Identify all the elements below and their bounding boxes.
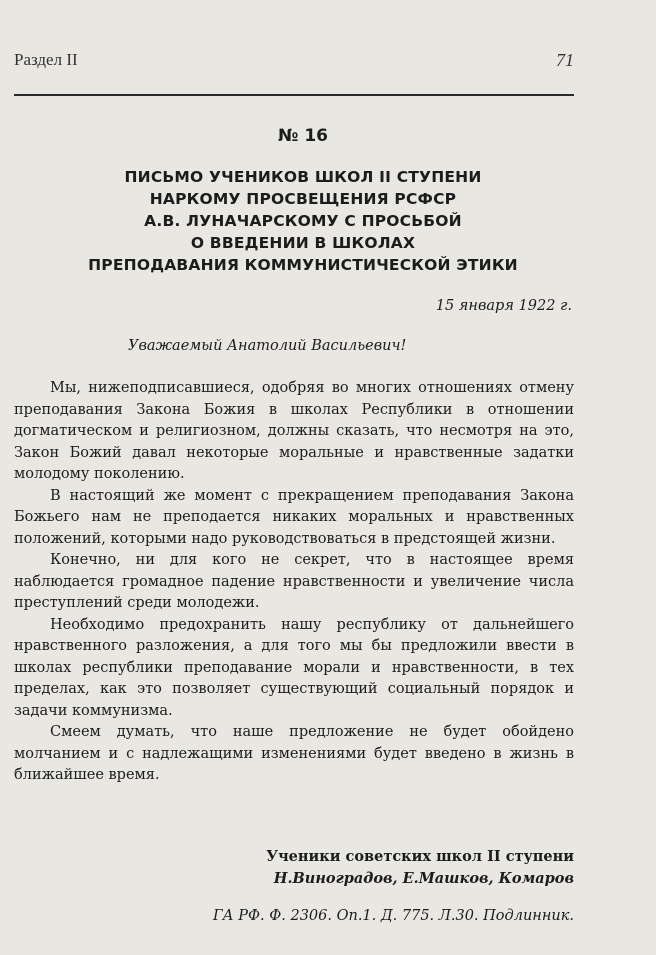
letter-body — [14, 378, 574, 787]
title-line: НАРКОМУ ПРОСВЕЩЕНИЯ РСФСР — [149, 190, 457, 208]
paragraph: Конечно, ни для кого не секрет, что в настоящее время наблюдается громадное падение нравственности и увеличение числа преступлений среди молодежи. — [14, 552, 574, 611]
paragraph: Необходимо предохранить нашу республику от дальнейшего нравственного разложения, а для того мы бы предложили ввести в школах республики преподавание морали и нравственности, в тех пределах, как это позволяет существующий социальный порядок и задачи коммунизма. — [14, 616, 574, 719]
salutation: Уважаемый Анатолий Васильевич! — [128, 338, 407, 354]
signature-organization: Ученики советских школ II ступени — [266, 848, 574, 865]
signature-names: Н.Виноградов, Е.Машков, Комаров — [273, 870, 574, 887]
document-number: № 16 — [277, 126, 329, 146]
page-number: 71 — [556, 50, 574, 70]
title-line: О ВВЕДЕНИИ В ШКОЛАХ — [190, 234, 416, 252]
title-line: А.В. ЛУНАЧАРСКОМУ С ПРОСЬБОЙ — [144, 212, 462, 230]
header-rule — [14, 94, 574, 96]
document-date: 15 января 1922 г. — [435, 298, 572, 314]
archive-reference: ГА РФ. Ф. 2306. Оп.1. Д. 775. Л.30. Подлинник. — [213, 908, 574, 924]
running-head — [14, 50, 574, 76]
paragraph: Мы, нижеподписавшиеся, одобряя во многих отношениях отмену преподавания Закона Божия в школах Республики в отношении догматическом и религиозном, должны сказать, что несмотря на это, Закон Божий давал некоторые моральные и нравственные задатки молодому поколению. — [14, 380, 574, 482]
paragraph: В настоящий же момент с прекращением преподавания Закона Божьего нам не преподается никаких моральных и нравственных положений, которыми надо руководствоваться в предстоящей жизни. — [14, 487, 574, 547]
document-title — [0, 166, 606, 276]
signature-block — [266, 846, 574, 890]
paragraph: Смеем думать, что наше предложение не будет обойдено молчанием и с надлежащими изменениями будет введено в жизнь в ближайшее время. — [14, 724, 574, 783]
section-label: Раздел II — [14, 50, 78, 69]
title-line: ПИСЬМО УЧЕНИКОВ ШКОЛ II СТУПЕНИ — [124, 168, 482, 186]
title-line: ПРЕПОДАВАНИЯ КОММУНИСТИЧЕСКОЙ ЭТИКИ — [88, 256, 518, 274]
